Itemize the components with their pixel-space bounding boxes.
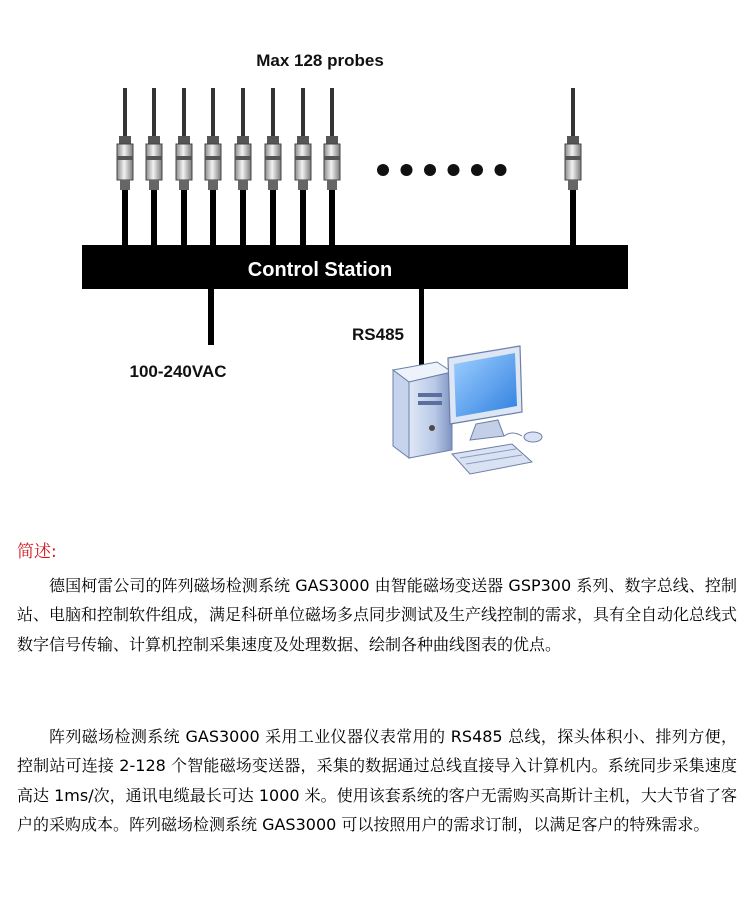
ellipsis-dot — [448, 164, 460, 176]
ellipsis-dot — [471, 164, 483, 176]
probe-6 — [265, 88, 281, 246]
power-label: 100-240VAC — [129, 362, 227, 381]
probes-label: Max 128 probes — [256, 51, 384, 70]
probe-5 — [235, 88, 251, 246]
ellipsis-dot — [495, 164, 507, 176]
power-cable — [208, 289, 214, 345]
probe-group — [117, 88, 581, 246]
rs485-cable — [419, 289, 424, 365]
description-title: 简述: — [17, 542, 57, 562]
probe-2 — [146, 88, 162, 246]
probe-7 — [295, 88, 311, 246]
probe-1 — [117, 88, 133, 246]
ellipsis-dot — [377, 164, 389, 176]
probe-3 — [176, 88, 192, 246]
description-paragraph-1: 德国柯雷公司的阵列磁场检测系统 GAS3000 由智能磁场变送器 GSP300 系列、数字总线、控制站、电脑和控制软件组成，满足科研单位磁场多点同步测试及生产线控制的需求，具有全自动化总线式数字信号传输、计算机控制采集速度及处理数据、绘制各种曲线图表的优点。 — [17, 576, 738, 654]
probe-8 — [324, 88, 340, 246]
ellipsis-dots — [377, 164, 507, 176]
probe-9 — [565, 88, 581, 246]
rs485-label: RS485 — [352, 325, 404, 344]
ellipsis-dot — [401, 164, 413, 176]
control-station-label: Control Station — [247, 259, 393, 281]
description-paragraph-2: 阵列磁场检测系统 GAS3000 采用工业仪器仪表常用的 RS485 总线，探头体积小、排列方便，控制站可连接 2-128 个智能磁场变送器，采集的数据通过总线直接导入计算机内。系统同步采集速度高达 1ms/次，通讯电缆最长可达 1000 米。使用该套系统的客户无需购买高斯计主机，大大节省了客户的采购成本。阵列磁场检测系统 GAS3000 可以按照用户的需求订制，以满足客户的特殊需求。 — [17, 727, 737, 835]
ellipsis-dot — [424, 164, 436, 176]
computer-icon — [393, 346, 542, 474]
probe-4 — [205, 88, 221, 246]
